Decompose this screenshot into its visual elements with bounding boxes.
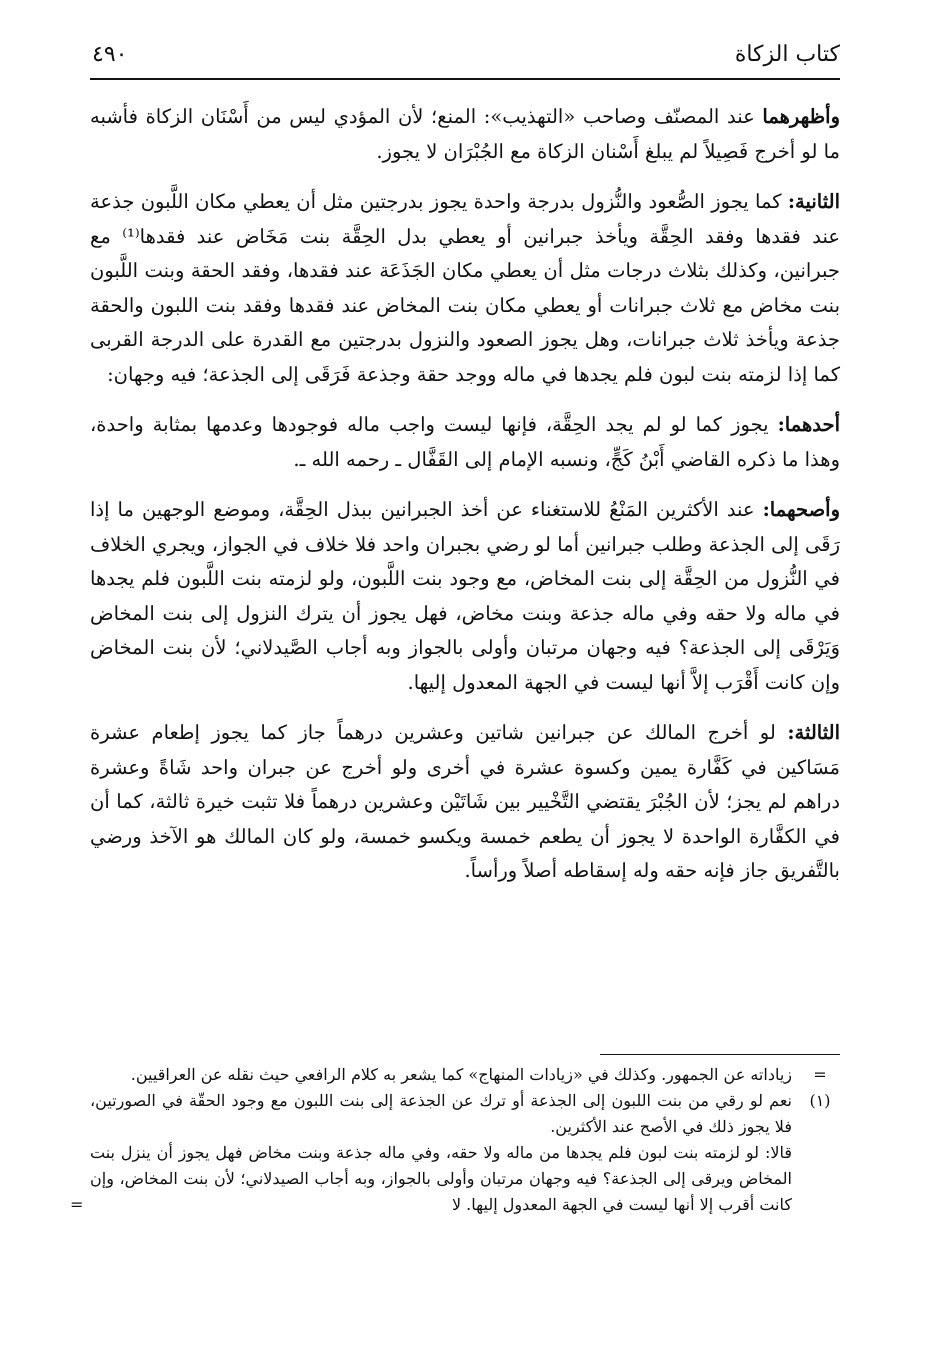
- paragraph-lead: وأصحهما:: [762, 498, 840, 521]
- footnote-1: [90, 1088, 840, 1140]
- footnote-continues-mark: =: [70, 1195, 84, 1214]
- footnote-1-mark: (١): [809, 1091, 831, 1110]
- header-rule: [90, 78, 840, 80]
- footnote-carryover-text: زياداته عن الجمهور. وكذلك في «زيادات المنهاج» كما يشعر به كلام الرافعي حيث نقله عن العراقيين.: [130, 1065, 792, 1084]
- footnote-1-continued: [70, 1140, 840, 1218]
- paragraph-text: عند المصنّف وصاحب «التهذيب»: المنع؛ لأن المؤدي ليس من أَسْنَان الزكاة فأشبه ما لو أخرج فَصِيلاً لم يبلغ أَسْنان الزكاة مع الجُبْرَان لا يجوز.: [90, 105, 840, 163]
- main-text: [90, 100, 840, 905]
- footnote-1-continued-text: قالا: لو لزمته بنت لبون فلم يجدها من ماله ولا حقه، وفي ماله جذعة وبنت مخاض فهل يجوز أن ينزل بنت المخاض ويرقى إلى الجذعة؟ فيه وجهان مرتبان وأولى بالجواز، وبه أجاب الصيدلاني؛ لأن بنت المخاض، وإن كانت أقرب إلا أنها ليست في الجهة المعدول إليها. لا: [90, 1143, 792, 1214]
- paragraph-5: [90, 716, 840, 889]
- running-header: [90, 40, 840, 78]
- footnotes: [70, 1062, 840, 1218]
- footnote-rule: [600, 1054, 840, 1055]
- paragraph-lead: أحدهما:: [777, 413, 840, 436]
- paragraph-text: عند الأكثرين المَنْعُ للاستغناء عن أخذ الجبرانين ببذل الحِقَّة، وموضع الوجهين ما إذا رَقَى إلى الجذعة وطلب جبرانين أما لو رضي بجبران واحد فلا خلاف في الجواز، ويجري الخلاف في النُّزول من الحِقَّة إلى بنت المخاض، مع وجود بنت اللَّبون، ولو لزمته بنت اللَّبون فلم يجدها في ماله ولا حقه وفي ماله جذعة وبنت مخاض، فهل يجوز أن يترك النزول إلى بنت المخاض وَيَرْقَى إلى الجذعة؟ فيه وجهان مرتبان وأولى بالجواز وبه أجاب الصَّيدلاني؛ لأن بنت المخاض وإن كانت أَقْرَب إلاَّ أنها ليست في الجهة المعدول إليها.: [90, 498, 840, 694]
- paragraph-2: [90, 185, 840, 392]
- paragraph-text: يجوز كما لو لم يجد الحِقَّة، فإنها ليست واجب ماله فوجودها وعدمها بمثابة واحدة، وهذا ما ذكره القاضي أَبْنُ كَجٍّ، ونسبه الإمام إلى القَفَّال ـ رحمه الله ـ.: [90, 413, 840, 471]
- book-page: [70, 40, 840, 1310]
- footnote-carryover-mark: =: [813, 1065, 827, 1084]
- paragraph-1: [90, 100, 840, 169]
- page-number: ٤٩٠: [92, 42, 128, 67]
- paragraph-text: كما يجوز الصُّعود والنُّزول بدرجة واحدة يجوز بدرجتين مثل أن يعطي مكان اللَّبون جذعة عند فقدها وفقد الحِقَّة ويأخذ جبرانين أو يعطي بدل الحِقَّة بنت مَخَاض عند فقدها⁽¹⁾ مع جبرانين، وكذلك بثلاث درجات مثل أن يعطي مكان الجَذَعَة عند فقدها، وفقد الحقة وبنت اللَّبون بنت مخاض مع ثلاث جبرانات أو يعطي مكان بنت المخاض عند فقدها وفقد بنت اللبون والحقة جذعة ويأخذ ثلاث جبرانات، وهل يجوز الصعود والنزول بدرجتين مع القدرة على الدرجة القربى كما إذا لزمته بنت لبون فلم يجدها في ماله ووجد حقة وجذعة فَرَقَى إلى الجذعة؛ فيه وجهان:: [90, 190, 840, 386]
- footnote-carryover: [90, 1062, 840, 1088]
- book-title: كتاب الزكاة: [734, 42, 840, 67]
- paragraph-lead: الثانية:: [787, 190, 840, 213]
- footnote-1-text: نعم لو رقي من بنت اللبون إلى الجذعة أو ترك عن الجذعة إلى بنت اللبون مع وجود الحقّة في الصورتين، فلا يجوز ذلك في الأصح عند الأكثرين.: [90, 1091, 792, 1136]
- paragraph-4: [90, 493, 840, 700]
- paragraph-lead: الثالثة:: [787, 721, 840, 744]
- paragraph-3: [90, 408, 840, 477]
- paragraph-text: لو أخرج المالك عن جبرانين شاتين وعشرين درهماً جاز كما يجوز إطعام عشرة مَسَاكين في كَفَّارة يمين وكسوة عشرة في أخرى ولو أخرج عن جبران واحد شَاةً وعشرة دراهم لم يجز؛ لأن الجُبْرَ يقتضي التَّخْيير بين شَاتَيْن وعشرين درهماً فلا تثبت خيرة ثالثة، كما أن في الكفَّارة الواحدة لا يجوز أن يطعم خمسة ويكسو خمسة، ولو كان المالك هو الآخذ ورضي بالتَّفريق جاز فإنه حقه وله إسقاطه أصلاً ورأساً.: [90, 721, 840, 882]
- paragraph-lead: وأظهرهما: [762, 105, 840, 128]
